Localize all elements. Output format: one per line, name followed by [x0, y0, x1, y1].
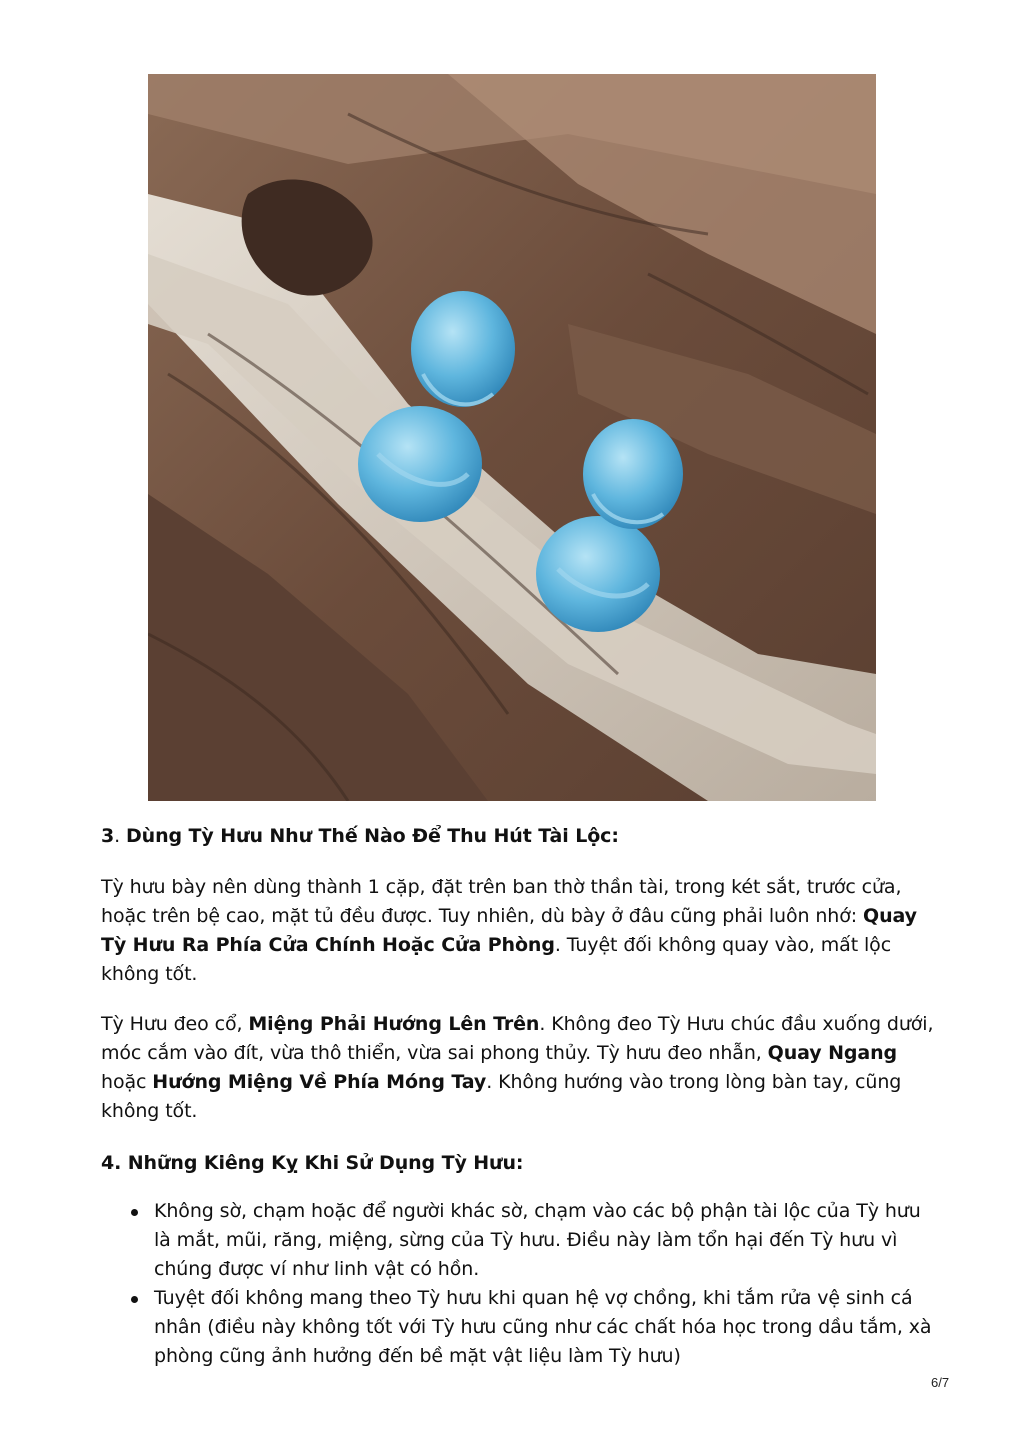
paragraph-placement: Tỳ hưu bày nên dùng thành 1 cặp, đặt trên ban thờ thần tài, trong két sắt, trước cửa, hoặc trên bệ cao, mặt tủ đều được. Tuy nhiên, dù bày ở đâu cũng phải luôn nhớ: Quay Tỳ Hưu Ra Phía Cửa Chính Hoặc Cửa Phòng. Tuyệt đối không quay vào, mất lộc không tốt. — [101, 876, 917, 985]
page-number: 6/7 — [931, 1375, 950, 1390]
pixiu-charms-image — [148, 74, 876, 801]
paragraph-wearing: Tỳ Hưu đeo cổ, Miệng Phải Hướng Lên Trên. Không đeo Tỳ Hưu chúc đầu xuống dưới, móc cắm vào đít, vừa thô thiển, vừa sai phong thủy. Tỳ hưu đeo nhẫn, Quay Ngang hoặc Hướng Miệng Về Phía Móng Tay. Không hướng vào trong lòng bàn tay, cũng không tốt. — [101, 1013, 934, 1122]
list-item: Không sờ, chạm hoặc để người khác sờ, chạm vào các bộ phận tài lộc của Tỳ hưu là mắt, mũi, răng, miệng, sừng của Tỳ hưu. Điều này làm tổn hại đến Tỳ hưu vì chúng được ví như linh vật có hồn. — [154, 1197, 941, 1284]
section-4-heading: 4. Những Kiêng Kỵ Khi Sử Dụng Tỳ Hưu: — [101, 1152, 524, 1174]
article-body — [101, 822, 941, 1371]
list-item: Tuyệt đối không mang theo Tỳ hưu khi quan hệ vợ chồng, khi tắm rửa vệ sinh cá nhân (điều này không tốt với Tỳ hưu cũng như các chất hóa học trong dầu tắm, xà phòng cũng ảnh hưởng đến bề mặt vật liệu làm Tỳ hưu) — [154, 1284, 941, 1371]
article-photo — [148, 74, 876, 801]
section-3-heading: 3. Dùng Tỳ Hưu Như Thế Nào Để Thu Hút Tài Lộc: — [101, 825, 619, 847]
taboo-list — [101, 1197, 941, 1371]
